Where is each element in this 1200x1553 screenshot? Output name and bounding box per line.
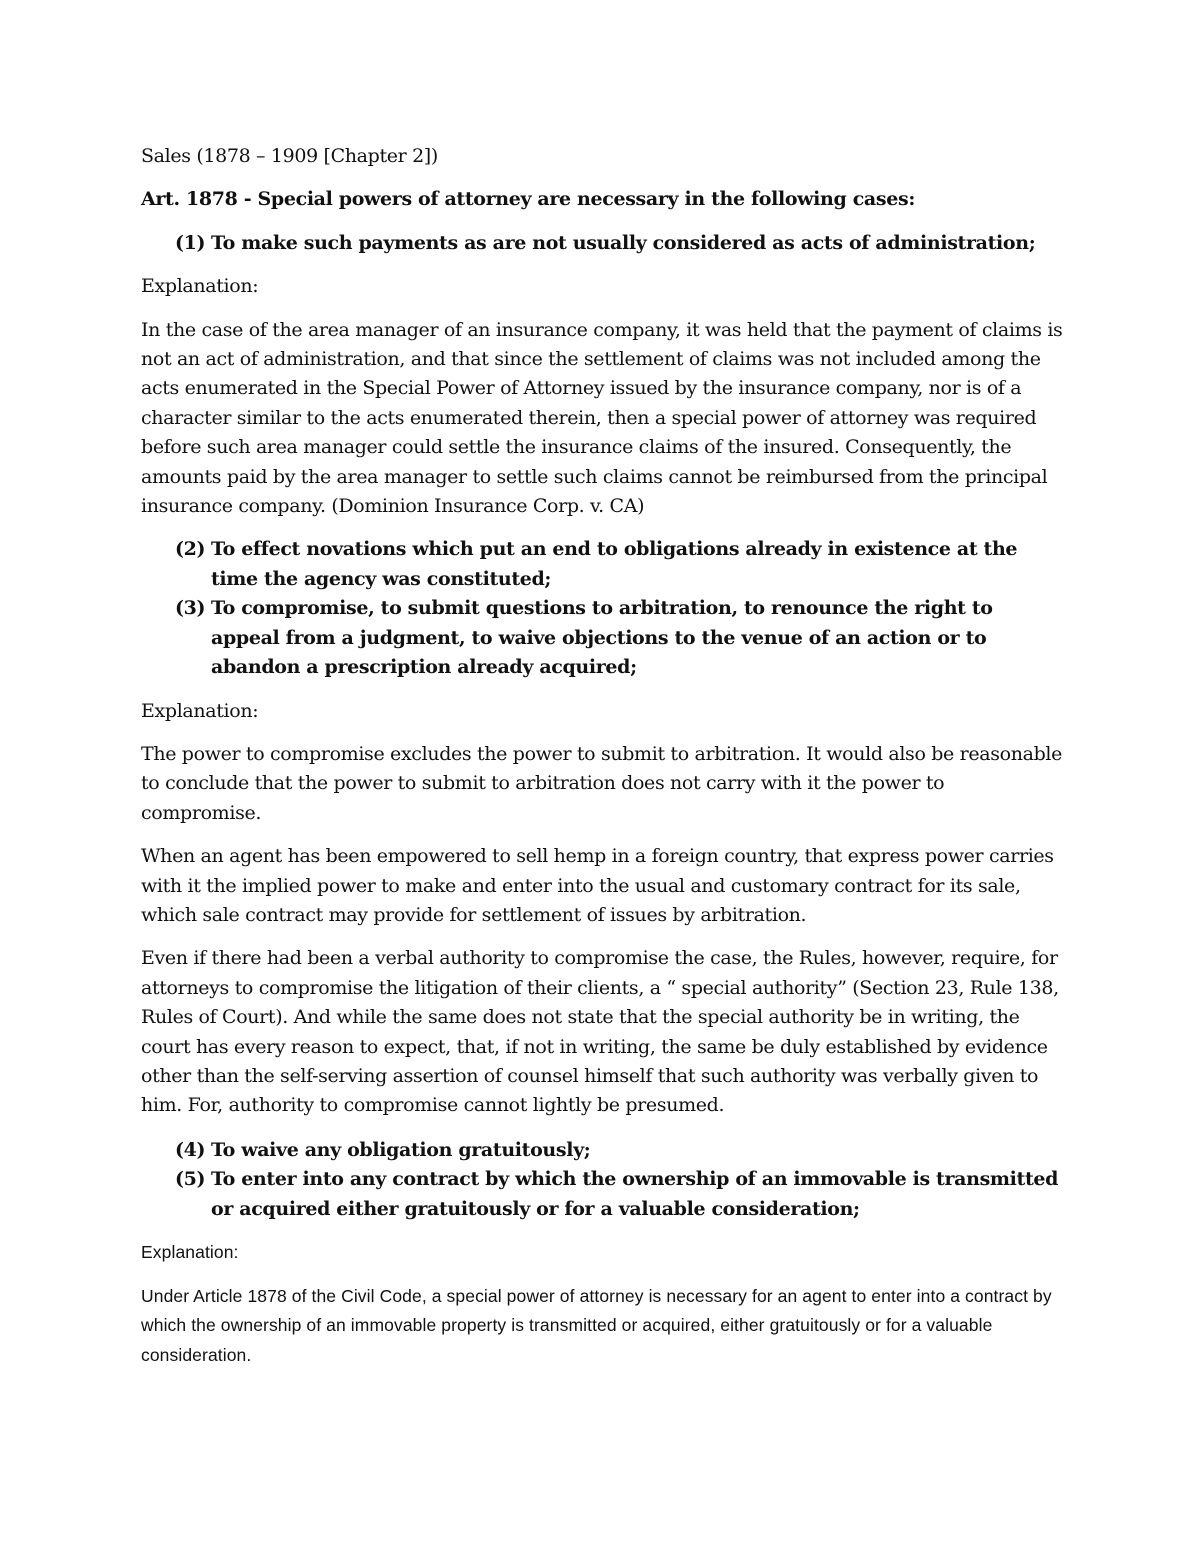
- article-list-part-1: [141, 229, 1066, 258]
- list-item-text: To make such payments as are not usually considered as acts of administration;: [211, 231, 1036, 254]
- list-item-number: (2): [175, 538, 206, 561]
- article-list-part-3: [141, 1136, 1066, 1224]
- explanation-paragraph: Under Article 1878 of the Civil Code, a special power of attorney is necessary for an agent to enter into a contract by which the ownership of an immovable property is transmitted or acquired, either gratuitously or for a valuable consideration.: [141, 1285, 1052, 1365]
- document-body: [141, 142, 1066, 1370]
- article-heading: Art. 1878 - Special powers of attorney are necessary in the following cases:: [141, 188, 915, 211]
- list-item: [141, 594, 1066, 682]
- list-item-text: To enter into any contract by which the ownership of an immovable is transmitted or acquired either gratuitously or for a valuable consideration;: [211, 1168, 1059, 1220]
- list-item: [141, 1165, 1066, 1224]
- list-item-text: To compromise, to submit questions to arbitration, to renounce the right to appeal from a judgment, to waive objections to the venue of an action or to abandon a prescription already acquired;: [211, 597, 993, 679]
- list-item-number: (1): [175, 231, 206, 254]
- list-item: [141, 535, 1066, 594]
- list-item-text: To waive any obligation gratuitously;: [211, 1138, 591, 1161]
- explanation-label: Explanation:: [141, 699, 259, 722]
- explanation-paragraph: When an agent has been empowered to sell hemp in a foreign country, that express power carries with it the implied power to make and enter into the usual and customary contract for its sale, which sale contract may provide for settlement of issues by arbitration.: [141, 845, 1054, 926]
- list-item: [141, 229, 1066, 258]
- explanation-paragraph: The power to compromise excludes the power to submit to arbitration. It would also be reasonable to conclude that the power to submit to arbitration does not carry with it the power to compromise.: [141, 742, 1063, 824]
- explanation-paragraph: Even if there had been a verbal authority to compromise the case, the Rules, however, require, for attorneys to compromise the litigation of their clients, a “ special authority” (Section 23, Rule 138, Rules of Court). And while the same does not state that the special authority be in writing, the court has every reason to expect, that, if not in writing, the same be duly established by evidence other than the self-serving assertion of counsel himself that such authority was verbally given to him. For, authority to compromise cannot lightly be presumed.: [141, 947, 1059, 1117]
- explanation-paragraph: In the case of the area manager of an insurance company, it was held that the payment of claims is not an act of administration, and that since the settlement of claims was not included among the acts enumerated in the Special Power of Attorney issued by the insurance company, nor is of a character similar to the acts enumerated therein, then a special power of attorney was required before such area manager could settle the insurance claims of the insured. Consequently, the amounts paid by the area manager to settle such claims cannot be reimbursed from the principal insurance company. (Dominion Insurance Corp. v. CA): [141, 318, 1063, 518]
- list-item-number: (3): [175, 597, 206, 620]
- list-item-text: To effect novations which put an end to obligations already in existence at the time the agency was constituted;: [211, 538, 1018, 590]
- list-item-number: (4): [175, 1138, 206, 1161]
- list-item-number: (5): [175, 1168, 206, 1191]
- explanation-label: Explanation:: [141, 275, 259, 298]
- explanation-label: Explanation:: [141, 1242, 239, 1262]
- document-title: Sales (1878 – 1909 [Chapter 2]): [141, 145, 438, 167]
- list-item: [141, 1136, 1066, 1165]
- article-list-part-2: [141, 535, 1066, 682]
